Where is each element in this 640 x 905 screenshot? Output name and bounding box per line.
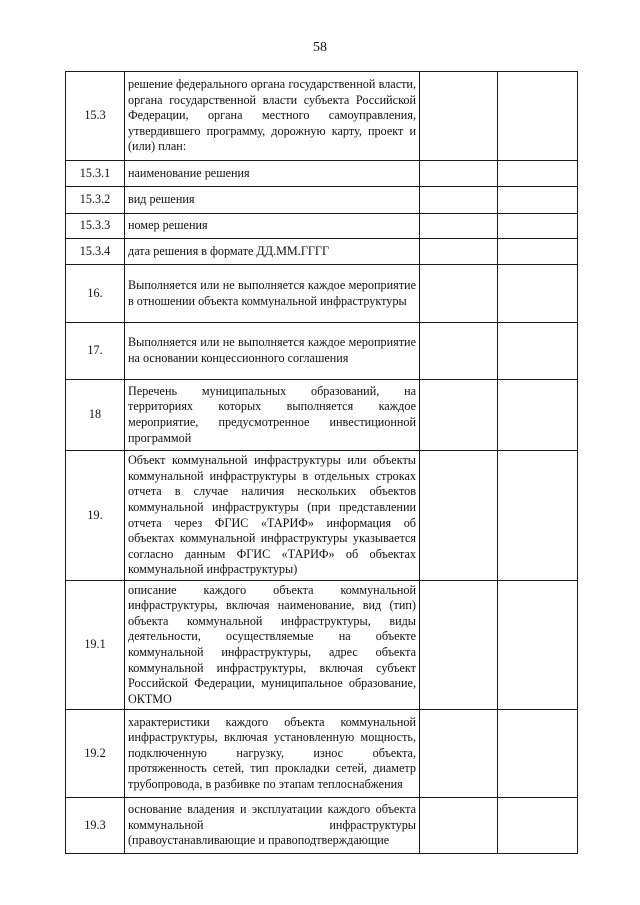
row-description: характеристики каждого объекта коммунальной инфраструктуры, включая установленную мощность, подключенную нагрузку, износ объекта, протяженность сетей, тип прокладки сетей, диаметр трубопровода, в разбивке по этапам теплоснабжения (125, 710, 420, 798)
row-description: описание каждого объекта коммунальной инфраструктуры, включая наименование, вид (тип) объекта коммунальной инфраструктуры, виды деятельности, осуществляемые на объекте коммунальной инфраструктуры, адрес объекта коммунальной инфраструктуры, включая субъект Российской Федерации, муниципальное образование, ОКТМО (125, 581, 420, 710)
empty-cell (498, 214, 578, 239)
empty-cell (420, 72, 498, 161)
empty-cell (420, 239, 498, 265)
table-row (66, 187, 578, 214)
row-number: 15.3.4 (66, 239, 125, 265)
report-fields-table (65, 71, 578, 854)
empty-cell (420, 380, 498, 451)
empty-cell (498, 581, 578, 710)
empty-cell (498, 380, 578, 451)
empty-cell (498, 265, 578, 323)
empty-cell (498, 798, 578, 854)
row-number: 15.3.1 (66, 161, 125, 187)
row-number: 19.3 (66, 798, 125, 854)
empty-cell (420, 265, 498, 323)
empty-cell (420, 214, 498, 239)
empty-cell (420, 161, 498, 187)
row-description: дата решения в формате ДД.ММ.ГГГГ (125, 239, 420, 265)
row-number: 19.2 (66, 710, 125, 798)
table-row (66, 214, 578, 239)
empty-cell (498, 72, 578, 161)
row-number: 15.3.2 (66, 187, 125, 214)
empty-cell (420, 798, 498, 854)
table-row (66, 239, 578, 265)
row-description: вид решения (125, 187, 420, 214)
table-row (66, 380, 578, 451)
empty-cell (420, 710, 498, 798)
empty-cell (420, 451, 498, 581)
empty-cell (420, 581, 498, 710)
row-description: Перечень муниципальных образований, на территориях которых выполняется каждое мероприятие, предусмотренное инвестиционной программой (125, 380, 420, 451)
empty-cell (498, 451, 578, 581)
row-number: 19.1 (66, 581, 125, 710)
table-row (66, 581, 578, 710)
table-row (66, 72, 578, 161)
table-row (66, 323, 578, 380)
table-row (66, 451, 578, 581)
row-description: наименование решения (125, 161, 420, 187)
row-number: 19. (66, 451, 125, 581)
empty-cell (498, 239, 578, 265)
page-number: 58 (313, 40, 327, 55)
empty-cell (420, 187, 498, 214)
row-description: основание владения и эксплуатации каждого объекта коммунальной инфраструктуры (правоустанавливающие и правоподтверждающие (125, 798, 420, 854)
table-row (66, 710, 578, 798)
empty-cell (420, 323, 498, 380)
row-number: 15.3.3 (66, 214, 125, 239)
row-description: номер решения (125, 214, 420, 239)
row-description: Выполняется или не выполняется каждое мероприятие на основании концессионного соглашения (125, 323, 420, 380)
row-number: 16. (66, 265, 125, 323)
row-description: Выполняется или не выполняется каждое мероприятие в отношении объекта коммунальной инфраструктуры (125, 265, 420, 323)
empty-cell (498, 187, 578, 214)
row-description: Объект коммунальной инфраструктуры или объекты коммунальной инфраструктуры в отдельных строках отчета в случае наличия нескольких объектов коммунальной инфраструктуры (при представлении отчета через ФГИС «ТАРИФ» информация об объектах коммунальной инфраструктуры указывается согласно данным ФГИС «ТАРИФ» об объектах коммунальной инфраструктуры) (125, 451, 420, 581)
table-row (66, 265, 578, 323)
row-number: 17. (66, 323, 125, 380)
row-number: 15.3 (66, 72, 125, 161)
empty-cell (498, 323, 578, 380)
table-row (66, 161, 578, 187)
empty-cell (498, 710, 578, 798)
table-row (66, 798, 578, 854)
empty-cell (498, 161, 578, 187)
row-number: 18 (66, 380, 125, 451)
row-description: решение федерального органа государственной власти, органа государственной власти субъекта Российской Федерации, органа местного самоуправления, утвердившего программу, дорожную карту, проект и (или) план: (125, 72, 420, 161)
